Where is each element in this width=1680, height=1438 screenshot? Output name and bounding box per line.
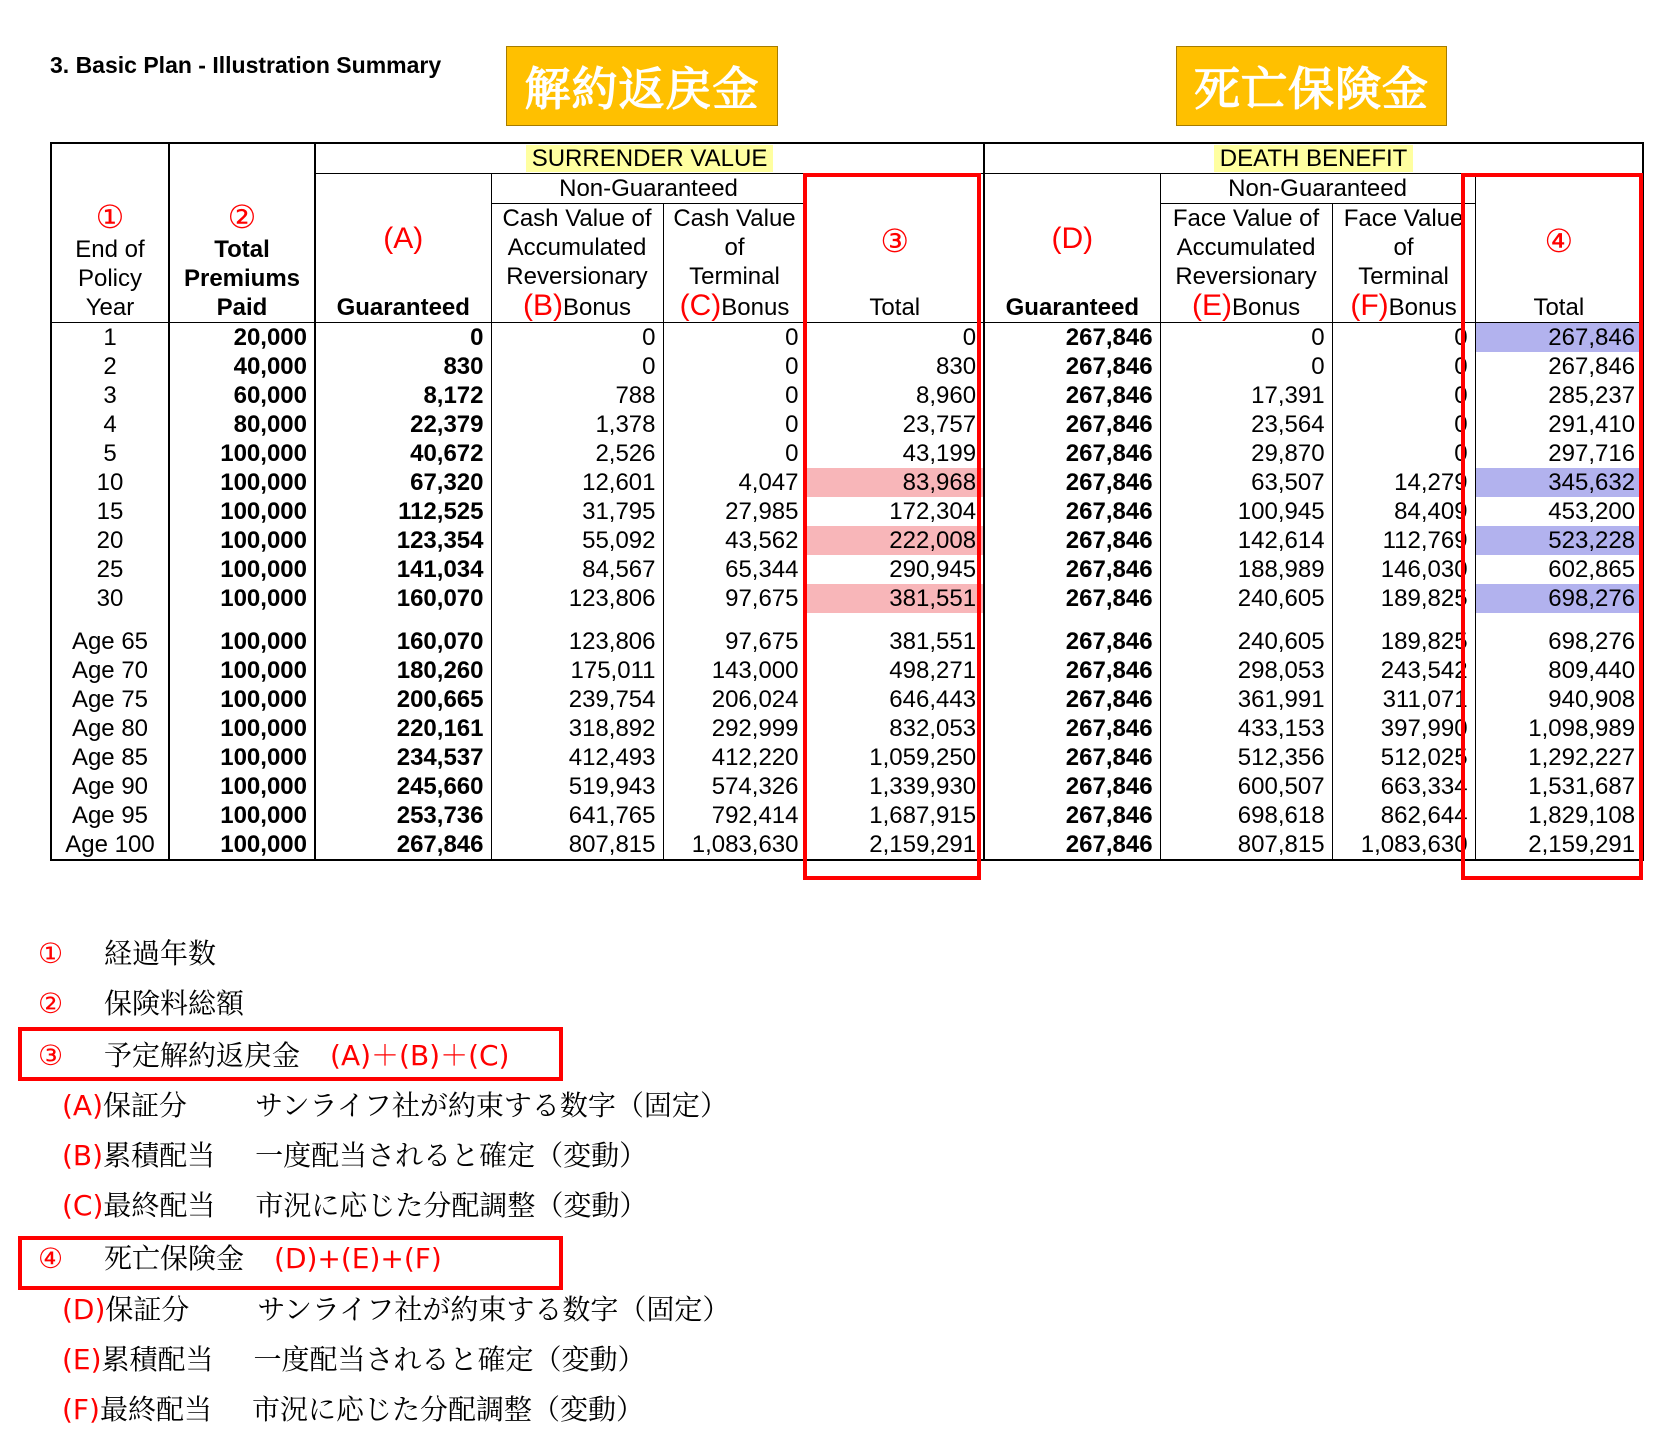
cell-col-8: 433,153 xyxy=(1160,714,1332,743)
cell-col-1: 3 xyxy=(103,382,117,409)
cell-col-2: 100,000 xyxy=(169,656,315,685)
cell-col-4: 31,795 xyxy=(491,497,663,526)
marker-a: (A) xyxy=(383,222,424,255)
cell-col-1: 15 xyxy=(96,498,124,525)
header-cash-value-terminal: Cash Value of Terminal (C)Bonus xyxy=(663,204,806,323)
cell-col-9: 243,542 xyxy=(1332,656,1475,685)
cell-col-4: 2,526 xyxy=(491,439,663,468)
cell-col-8: 807,815 xyxy=(1160,830,1332,860)
cell-col-2: 100,000 xyxy=(169,526,315,555)
cell-col-2: 100,000 xyxy=(169,468,315,497)
cell-col-7: 267,846 xyxy=(984,627,1160,656)
legend-text: 保険料総額 xyxy=(104,987,245,1020)
cell-col-7: 267,846 xyxy=(984,439,1160,468)
marker-d: (D) xyxy=(1051,222,1094,255)
legend-text: 予定解約返戻金 xyxy=(104,1039,301,1072)
cell-col-1: 5 xyxy=(103,440,117,467)
cell-col-1: 30 xyxy=(96,585,124,612)
cell-col-4: 175,011 xyxy=(491,656,663,685)
legend-text: 経過年数 xyxy=(104,937,217,970)
legend-subitem xyxy=(62,1338,646,1378)
cell-col-6: 830 xyxy=(806,352,984,381)
legend-subitem xyxy=(62,1084,728,1124)
cell-col-3: 123,354 xyxy=(315,526,491,555)
cell-col-6: 172,304 xyxy=(806,497,984,526)
header-total-3: ③ Total xyxy=(806,174,984,323)
cell-col-8: 240,605 xyxy=(1160,584,1332,613)
cell-col-6: 290,945 xyxy=(806,555,984,584)
death-benefit-badge: 死亡保険金 xyxy=(1176,46,1447,126)
header-face-value-terminal: Face Value of Terminal (F)Bonus xyxy=(1332,204,1475,323)
cell-col-9: 189,825 xyxy=(1332,627,1475,656)
header-non-guaranteed-death: Non-Guaranteed xyxy=(1160,174,1475,204)
cell-col-10: 1,098,989 xyxy=(1475,714,1643,743)
cell-col-2: 100,000 xyxy=(169,772,315,801)
cell-col-5: 574,326 xyxy=(663,772,806,801)
cell-col-8: 512,356 xyxy=(1160,743,1332,772)
legend-item-1 xyxy=(38,932,216,972)
cell-col-4: 0 xyxy=(491,352,663,381)
legend-description: サンライフ社が約束する数字（固定） xyxy=(255,1089,728,1122)
cell-col-1: Age 90 xyxy=(71,773,149,800)
cell-col-10: 291,410 xyxy=(1475,410,1643,439)
cell-col-2: 100,000 xyxy=(169,801,315,830)
cell-col-2: 100,000 xyxy=(169,743,315,772)
cell-col-7: 267,846 xyxy=(984,381,1160,410)
cell-col-1: 4 xyxy=(103,411,117,438)
legend-mark: (E) xyxy=(62,1343,102,1376)
cell-col-2: 40,000 xyxy=(169,352,315,381)
cell-col-10: 2,159,291 xyxy=(1475,830,1643,860)
legend-name: 累積配当 xyxy=(101,1343,214,1376)
section-heading: 3. Basic Plan - Illustration Summary xyxy=(50,52,442,78)
cell-col-1: 10 xyxy=(96,469,124,496)
cell-col-4: 55,092 xyxy=(491,526,663,555)
cell-col-6: 498,271 xyxy=(806,656,984,685)
cell-col-6: 381,551 xyxy=(806,584,984,613)
legend-formula: (A)＋(B)＋(C) xyxy=(330,1039,510,1072)
header-surrender-value: SURRENDER VALUE xyxy=(315,143,984,174)
cell-col-9: 146,030 xyxy=(1332,555,1475,584)
legend-mark: (F) xyxy=(62,1393,100,1426)
cell-col-4: 807,815 xyxy=(491,830,663,860)
cell-col-4: 123,806 xyxy=(491,584,663,613)
cell-col-8: 0 xyxy=(1160,323,1332,352)
cell-col-6: 222,008 xyxy=(806,526,984,555)
cell-col-7: 267,846 xyxy=(984,526,1160,555)
cell-col-6: 83,968 xyxy=(806,468,984,497)
legend-highlight-box-3 xyxy=(18,1027,563,1081)
cell-col-1: Age 75 xyxy=(71,686,149,713)
cell-col-7: 267,846 xyxy=(984,468,1160,497)
cell-col-2: 100,000 xyxy=(169,497,315,526)
cell-col-6: 646,443 xyxy=(806,685,984,714)
header-policy-year: ① End of Policy Year xyxy=(51,143,169,323)
legend-name: 最終配当 xyxy=(99,1393,212,1426)
header-face-value-reversionary: Face Value of Accumulated Reversionary (E)Bonus xyxy=(1160,204,1332,323)
marker-b: (B) xyxy=(522,289,563,322)
cell-col-2: 80,000 xyxy=(169,410,315,439)
cell-col-3: 245,660 xyxy=(315,772,491,801)
cell-col-10: 698,276 xyxy=(1475,584,1643,613)
cell-col-7: 267,846 xyxy=(984,497,1160,526)
cell-col-6: 0 xyxy=(806,323,984,352)
cell-col-4: 641,765 xyxy=(491,801,663,830)
cell-col-10: 1,292,227 xyxy=(1475,743,1643,772)
cell-col-8: 17,391 xyxy=(1160,381,1332,410)
cell-col-1: Age 95 xyxy=(71,802,149,829)
legend-highlight-box-4 xyxy=(18,1236,563,1290)
cell-col-3: 0 xyxy=(315,323,491,352)
cell-col-6: 832,053 xyxy=(806,714,984,743)
cell-col-9: 0 xyxy=(1332,352,1475,381)
legend-subitem xyxy=(62,1184,647,1224)
legend-name: 累積配当 xyxy=(103,1139,216,1172)
legend-number: ① xyxy=(38,937,64,970)
cell-col-4: 412,493 xyxy=(491,743,663,772)
cell-col-3: 830 xyxy=(315,352,491,381)
legend-subitem xyxy=(62,1388,644,1428)
cell-col-3: 8,172 xyxy=(315,381,491,410)
marker-3: ③ xyxy=(880,223,910,259)
cell-col-6: 8,960 xyxy=(806,381,984,410)
cell-col-10: 453,200 xyxy=(1475,497,1643,526)
cell-col-5: 97,675 xyxy=(663,627,806,656)
legend-description: 一度配当されると確定（変動） xyxy=(253,1343,646,1376)
cell-col-3: 40,672 xyxy=(315,439,491,468)
cell-col-7: 267,846 xyxy=(984,743,1160,772)
cell-col-1: Age 100 xyxy=(65,831,155,858)
cell-col-8: 600,507 xyxy=(1160,772,1332,801)
cell-col-9: 862,644 xyxy=(1332,801,1475,830)
cell-col-2: 100,000 xyxy=(169,555,315,584)
cell-col-5: 143,000 xyxy=(663,656,806,685)
cell-col-4: 123,806 xyxy=(491,627,663,656)
cell-col-5: 0 xyxy=(663,410,806,439)
cell-col-7: 267,846 xyxy=(984,772,1160,801)
cell-col-5: 412,220 xyxy=(663,743,806,772)
cell-col-4: 519,943 xyxy=(491,772,663,801)
cell-col-5: 792,414 xyxy=(663,801,806,830)
cell-col-3: 267,846 xyxy=(315,830,491,860)
cell-col-10: 809,440 xyxy=(1475,656,1643,685)
cell-col-3: 160,070 xyxy=(315,584,491,613)
legend-number: ④ xyxy=(38,1242,64,1275)
cell-col-4: 84,567 xyxy=(491,555,663,584)
cell-col-7: 267,846 xyxy=(984,830,1160,860)
header-premiums-paid: ② Total Premiums Paid xyxy=(169,143,315,323)
cell-col-9: 84,409 xyxy=(1332,497,1475,526)
marker-e: (E) xyxy=(1192,289,1233,322)
cell-col-10: 345,632 xyxy=(1475,468,1643,497)
total-death-highlight-box xyxy=(1461,173,1643,880)
cell-col-8: 188,989 xyxy=(1160,555,1332,584)
cell-col-1: 25 xyxy=(96,556,124,583)
cell-col-2: 100,000 xyxy=(169,714,315,743)
header-guaranteed-a: (A) Guaranteed xyxy=(315,174,491,323)
cell-col-8: 23,564 xyxy=(1160,410,1332,439)
cell-col-9: 397,990 xyxy=(1332,714,1475,743)
cell-col-4: 1,378 xyxy=(491,410,663,439)
cell-col-2: 100,000 xyxy=(169,584,315,613)
marker-c: (C) xyxy=(679,289,722,322)
legend-item-2 xyxy=(38,982,244,1022)
cell-col-5: 4,047 xyxy=(663,468,806,497)
cell-col-7: 267,846 xyxy=(984,685,1160,714)
cell-col-5: 27,985 xyxy=(663,497,806,526)
cell-col-9: 663,334 xyxy=(1332,772,1475,801)
legend-subitem xyxy=(62,1288,730,1328)
cell-col-6: 1,339,930 xyxy=(806,772,984,801)
cell-col-7: 267,846 xyxy=(984,656,1160,685)
cell-col-5: 0 xyxy=(663,352,806,381)
cell-col-10: 602,865 xyxy=(1475,555,1643,584)
cell-col-3: 180,260 xyxy=(315,656,491,685)
header-cash-value-reversionary: Cash Value of Accumulated Reversionary (B)Bonus xyxy=(491,204,663,323)
cell-col-1: 2 xyxy=(103,353,117,380)
cell-col-8: 361,991 xyxy=(1160,685,1332,714)
cell-col-10: 267,846 xyxy=(1475,323,1643,352)
cell-col-5: 1,083,630 xyxy=(663,830,806,860)
cell-col-9: 0 xyxy=(1332,323,1475,352)
header-death-benefit: DEATH BENEFIT xyxy=(984,143,1643,174)
marker-1: ① xyxy=(95,199,125,235)
legend-number: ② xyxy=(38,987,64,1020)
cell-col-7: 267,846 xyxy=(984,555,1160,584)
legend-mark: (C) xyxy=(62,1189,104,1222)
surrender-value-badge: 解約返戻金 xyxy=(506,46,778,126)
legend-description: 市況に応じた分配調整（変動） xyxy=(251,1393,644,1426)
cell-col-4: 788 xyxy=(491,381,663,410)
cell-col-5: 206,024 xyxy=(663,685,806,714)
cell-col-9: 0 xyxy=(1332,381,1475,410)
cell-col-10: 1,829,108 xyxy=(1475,801,1643,830)
legend-text: 死亡保険金 xyxy=(104,1242,245,1275)
cell-col-3: 112,525 xyxy=(315,497,491,526)
legend-description: 市況に応じた分配調整（変動） xyxy=(255,1189,648,1222)
cell-col-3: 141,034 xyxy=(315,555,491,584)
cell-col-9: 112,769 xyxy=(1332,526,1475,555)
cell-col-3: 22,379 xyxy=(315,410,491,439)
cell-col-4: 318,892 xyxy=(491,714,663,743)
legend-mark: (B) xyxy=(62,1139,104,1172)
cell-col-9: 14,279 xyxy=(1332,468,1475,497)
cell-col-8: 240,605 xyxy=(1160,627,1332,656)
cell-col-6: 1,059,250 xyxy=(806,743,984,772)
cell-col-9: 512,025 xyxy=(1332,743,1475,772)
legend-description: サンライフ社が約束する数字（固定） xyxy=(257,1293,731,1326)
header-non-guaranteed-surrender: Non-Guaranteed xyxy=(491,174,806,204)
cell-col-7: 267,846 xyxy=(984,801,1160,830)
legend-description: 一度配当されると確定（変動） xyxy=(255,1139,648,1172)
cell-col-10: 698,276 xyxy=(1475,627,1643,656)
cell-col-1: Age 80 xyxy=(71,715,149,742)
cell-col-8: 100,945 xyxy=(1160,497,1332,526)
cell-col-1: Age 65 xyxy=(71,628,149,655)
cell-col-10: 523,228 xyxy=(1475,526,1643,555)
cell-col-1: Age 70 xyxy=(71,657,149,684)
cell-col-10: 297,716 xyxy=(1475,439,1643,468)
cell-col-7: 267,846 xyxy=(984,410,1160,439)
cell-col-5: 0 xyxy=(663,323,806,352)
cell-col-5: 43,562 xyxy=(663,526,806,555)
cell-col-2: 100,000 xyxy=(169,685,315,714)
cell-col-9: 1,083,630 xyxy=(1332,830,1475,860)
legend-name: 保証分 xyxy=(105,1293,190,1326)
cell-col-10: 940,908 xyxy=(1475,685,1643,714)
legend-name: 保証分 xyxy=(103,1089,188,1122)
cell-col-6: 381,551 xyxy=(806,627,984,656)
header-guaranteed-d: (D) Guaranteed xyxy=(984,174,1160,323)
cell-col-5: 0 xyxy=(663,439,806,468)
cell-col-9: 0 xyxy=(1332,410,1475,439)
cell-col-10: 285,237 xyxy=(1475,381,1643,410)
cell-col-2: 20,000 xyxy=(169,323,315,352)
cell-col-3: 200,665 xyxy=(315,685,491,714)
cell-col-6: 43,199 xyxy=(806,439,984,468)
cell-col-6: 23,757 xyxy=(806,410,984,439)
cell-col-2: 100,000 xyxy=(169,830,315,860)
cell-col-5: 65,344 xyxy=(663,555,806,584)
cell-col-8: 63,507 xyxy=(1160,468,1332,497)
cell-col-5: 292,999 xyxy=(663,714,806,743)
cell-col-1: 20 xyxy=(96,527,124,554)
legend-mark: (A) xyxy=(62,1089,104,1122)
marker-2: ② xyxy=(227,199,257,235)
header-total-4: ④ Total xyxy=(1475,174,1643,323)
legend-name: 最終配当 xyxy=(103,1189,216,1222)
cell-col-9: 0 xyxy=(1332,439,1475,468)
cell-col-8: 142,614 xyxy=(1160,526,1332,555)
total-surrender-highlight-box xyxy=(803,173,981,880)
cell-col-2: 100,000 xyxy=(169,439,315,468)
cell-col-4: 12,601 xyxy=(491,468,663,497)
cell-col-8: 29,870 xyxy=(1160,439,1332,468)
cell-col-6: 2,159,291 xyxy=(806,830,984,860)
cell-col-1: 1 xyxy=(103,324,117,351)
cell-col-7: 267,846 xyxy=(984,323,1160,352)
cell-col-9: 189,825 xyxy=(1332,584,1475,613)
cell-col-2: 100,000 xyxy=(169,627,315,656)
cell-col-8: 0 xyxy=(1160,352,1332,381)
legend-mark: (D) xyxy=(62,1293,106,1326)
cell-col-7: 267,846 xyxy=(984,584,1160,613)
cell-col-7: 267,846 xyxy=(984,352,1160,381)
cell-col-3: 160,070 xyxy=(315,627,491,656)
cell-col-6: 1,687,915 xyxy=(806,801,984,830)
cell-col-3: 253,736 xyxy=(315,801,491,830)
cell-col-1: Age 85 xyxy=(71,744,149,771)
legend-number: ③ xyxy=(38,1039,64,1072)
cell-col-8: 298,053 xyxy=(1160,656,1332,685)
cell-col-8: 698,618 xyxy=(1160,801,1332,830)
marker-4: ④ xyxy=(1544,223,1574,259)
cell-col-7: 267,846 xyxy=(984,714,1160,743)
cell-col-5: 0 xyxy=(663,381,806,410)
cell-col-2: 60,000 xyxy=(169,381,315,410)
cell-col-9: 311,071 xyxy=(1332,685,1475,714)
cell-col-10: 267,846 xyxy=(1475,352,1643,381)
legend-subitem xyxy=(62,1134,647,1174)
cell-col-3: 67,320 xyxy=(315,468,491,497)
cell-col-4: 239,754 xyxy=(491,685,663,714)
marker-f: (F) xyxy=(1350,289,1389,322)
cell-col-10: 1,531,687 xyxy=(1475,772,1643,801)
cell-col-3: 234,537 xyxy=(315,743,491,772)
cell-col-4: 0 xyxy=(491,323,663,352)
cell-col-3: 220,161 xyxy=(315,714,491,743)
cell-col-5: 97,675 xyxy=(663,584,806,613)
legend-formula: (D)+(E)+(F) xyxy=(274,1242,442,1275)
